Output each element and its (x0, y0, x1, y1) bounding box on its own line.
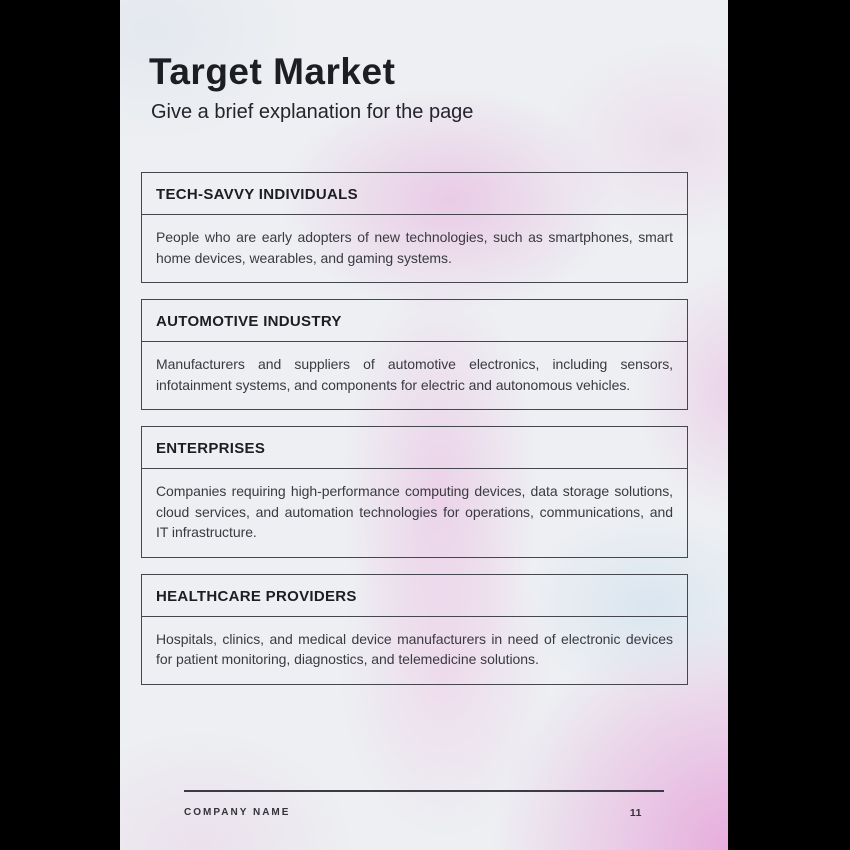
section-body (142, 617, 687, 684)
section-body-text: People who are early adopters of new technologies, such as smartphones, smart home devices, wearables, and gaming systems. (156, 229, 673, 266)
section-body (142, 469, 687, 557)
page-header (120, 0, 728, 124)
page-title: Target Market (149, 51, 396, 92)
footer-row (184, 807, 664, 819)
section-body (142, 215, 687, 282)
section-body-text: Manufacturers and suppliers of automotive electronics, including sensors, infotainment systems, and components for electric and autonomous vehicles. (156, 356, 673, 393)
document-page (120, 0, 728, 850)
section-body-text: Hospitals, clinics, and medical device manufacturers in need of electronic devices for patient monitoring, diagnostics, and telemedicine solutions. (156, 630, 673, 667)
section-body (142, 342, 687, 409)
page-footer (184, 790, 664, 819)
page-number: 11 (629, 806, 642, 819)
section-heading: HEALTHCARE PROVIDERS (142, 575, 687, 617)
page-subtitle: Give a brief explanation for the page (151, 101, 474, 123)
section-heading: TECH-SAVVY INDIVIDUALS (142, 173, 687, 215)
section-card-healthcare-providers (141, 574, 688, 685)
section-heading: AUTOMOTIVE INDUSTRY (142, 300, 687, 342)
section-card-enterprises (141, 426, 688, 558)
section-card-automotive-industry (141, 299, 688, 410)
footer-divider (184, 790, 664, 792)
section-card-tech-savvy-individuals (141, 172, 688, 283)
sections-list (141, 172, 688, 685)
company-name: COMPANY NAME (184, 807, 291, 818)
section-body-text: Companies requiring high-performance computing devices, data storage solutions, cloud services, and automation technologies for operations, communications, and IT infrastructure. (156, 483, 673, 540)
section-heading: ENTERPRISES (142, 427, 687, 469)
